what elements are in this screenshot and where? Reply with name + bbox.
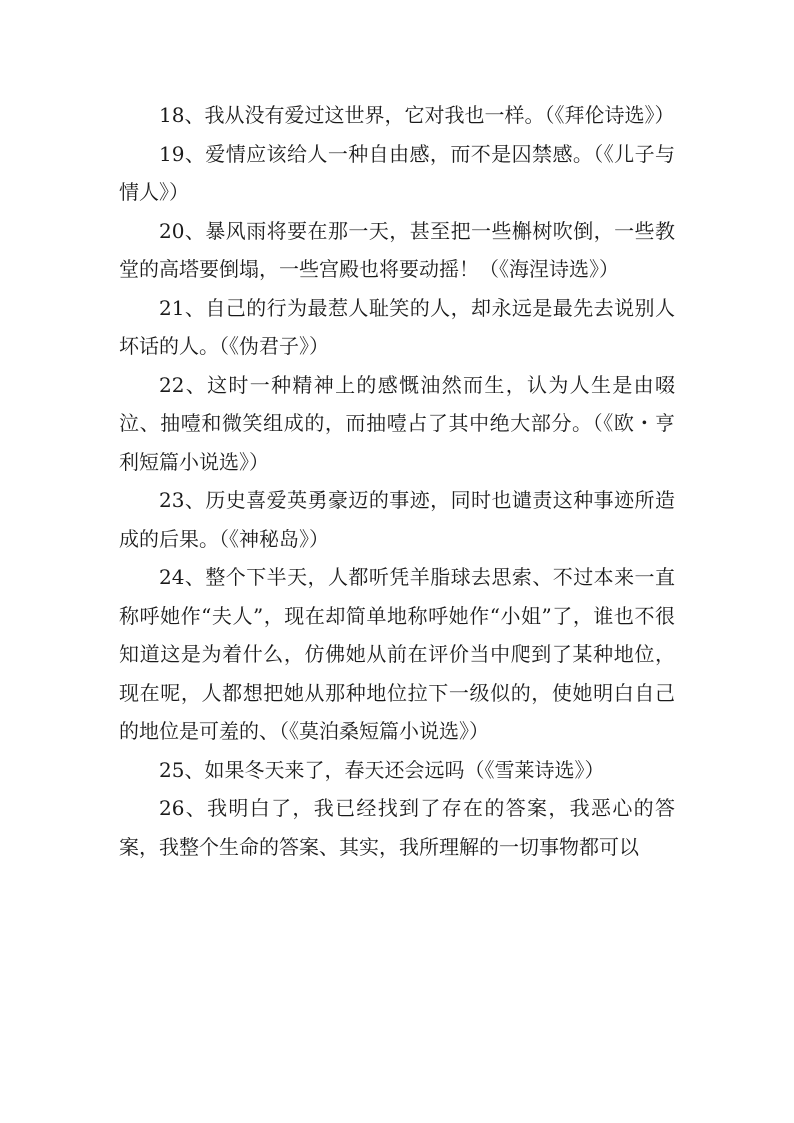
quote-paragraph-21: 21、自己的行为最惹人耻笑的人，却永远是最先去说别人坏话的人。（《伪君子》） [119, 295, 675, 358]
quote-paragraph-19: 19、爱情应该给人一种自由感，而不是囚禁感。（《儿子与情人》） [119, 141, 675, 204]
quote-paragraph-20: 20、暴风雨将要在那一天，甚至把一些槲树吹倒，一些教堂的高塔要倒塌，一些宫殿也将要动摇！（《海涅诗选》） [119, 218, 675, 281]
quote-paragraph-24: 24、整个下半天，人都听凭羊脂球去思索、不过本来一直称呼她作“夫人”，现在却简单地称呼她作“小姐”了，谁也不很知道这是为着什么，仿佛她从前在评价当中爬到了某种地位，现在呢，人都想把她从那种地位拉下一级似的，使她明白自己的地位是可羞的、（《莫泊桑短篇小说选》） [119, 565, 675, 743]
quote-paragraph-26: 26、我明白了，我已经找到了存在的答案，我恶心的答案，我整个生命的答案、其实，我所理解的一切事物都可以 [119, 796, 675, 859]
quote-paragraph-25: 25、如果冬天来了，春天还会远吗（《雪莱诗选》） [159, 757, 605, 782]
quote-paragraph-23: 23、历史喜爱英勇豪迈的事迹，同时也谴责这种事迹所造成的后果。（《神秘岛》） [119, 488, 675, 551]
quote-paragraph-22: 22、这时一种精神上的感慨油然而生，认为人生是由啜泣、抽噎和微笑组成的，而抽噎占了其中绝大部分。（《欧・亨利短篇小说选》） [119, 372, 675, 474]
document-body [119, 96, 675, 866]
quote-paragraph-18: 18、我从没有爱过这世界，它对我也一样。（《拜伦诗选》） [159, 103, 675, 127]
